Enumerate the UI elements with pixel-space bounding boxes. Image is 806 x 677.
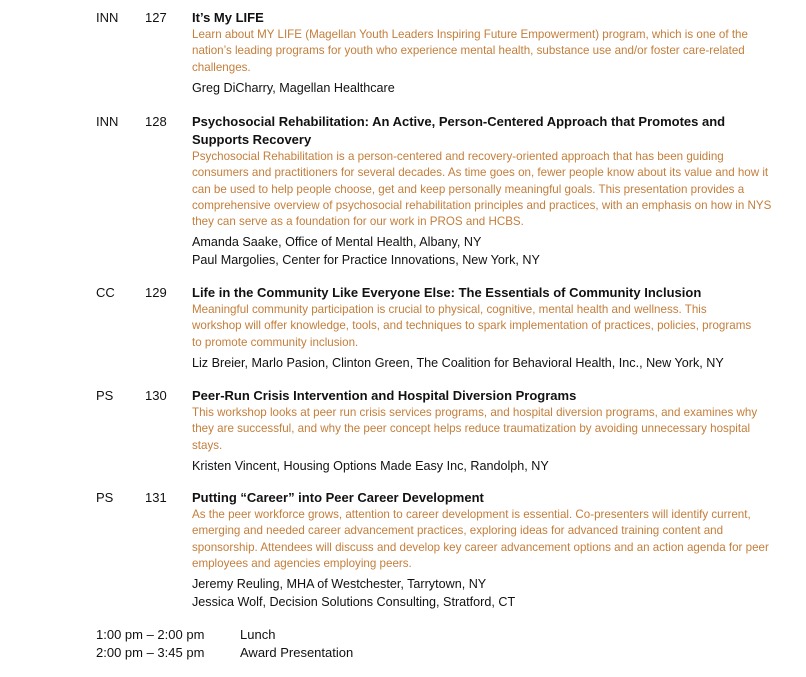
session-title: Putting “Career” into Peer Career Development <box>192 490 484 505</box>
session-body <box>192 113 772 269</box>
session-track: INN <box>96 114 119 129</box>
session-title: Psychosocial Rehabilitation: An Active, Person-Centered Approach that Promotes and Supports Recovery <box>192 114 726 147</box>
session-number: 127 <box>145 10 167 25</box>
session-number: 130 <box>145 388 167 403</box>
schedule-time: 2:00 pm – 3:45 pm <box>96 645 205 660</box>
session-presenter: Paul Margolies, Center for Practice Innovations, New York, NY <box>192 253 540 268</box>
session-track: PS <box>96 388 114 403</box>
session-number: 129 <box>145 285 167 300</box>
session-description: As the peer workforce grows, attention to career development is essential. Co-presenters will identify current, emerging and needed career advancement practices, exploring ideas for advanced training content and sponsorship. Attendees will discuss and develop key career advancement options and an action agenda for peer employees and agencies employing peers. <box>192 508 769 570</box>
schedule-event: Award Presentation <box>240 645 354 660</box>
session-track: PS <box>96 490 114 505</box>
session-presenter: Amanda Saake, Office of Mental Health, Albany, NY <box>192 235 482 250</box>
session-presenter: Greg DiCharry, Magellan Healthcare <box>192 80 395 95</box>
session-description: This workshop looks at peer run crisis services programs, and hospital diversion programs, and examines why they are successful, and why the peer concept helps reduce traumatization by avoiding unnecessary hospital stays. <box>192 406 758 452</box>
session-number: 131 <box>145 490 167 505</box>
session-body <box>192 387 772 475</box>
session-body <box>192 284 772 372</box>
schedule-event: Lunch <box>240 627 276 642</box>
session-title: Life in the Community Like Everyone Else: The Essentials of Community Inclusion <box>192 285 702 300</box>
session-presenter: Jessica Wolf, Decision Solutions Consulting, Stratford, CT <box>192 595 516 610</box>
session-description: Psychosocial Rehabilitation is a person-centered and recovery-oriented approach that has been guiding consumers and practitioners for several decades. As time goes on, fewer people know about its value and how it can be used to help people choose, get and keep personally meaningful goals. This presentation provides a comprehensive overview of psychosocial rehabilitation principles and practices, with an emphasis on how in NYS they can serve as a foundation for our work in PROS and HCBS. <box>192 150 772 229</box>
session-body <box>192 9 772 97</box>
session-presenter: Kristen Vincent, Housing Options Made Easy Inc, Randolph, NY <box>192 458 549 473</box>
session-description: Learn about MY LIFE (Magellan Youth Leaders Inspiring Future Empowerment) program, which is one of the nation’s leading programs for youth who experience mental health, substance use and/or foster care-related challenges. <box>192 28 748 74</box>
session-presenter: Liz Breier, Marlo Pasion, Clinton Green, The Coalition for Behavioral Health, Inc., New York, NY <box>192 355 724 370</box>
schedule-time: 1:00 pm – 2:00 pm <box>96 627 205 642</box>
session-presenter: Jeremy Reuling, MHA of Westchester, Tarrytown, NY <box>192 577 487 592</box>
session-number: 128 <box>145 114 167 129</box>
session-track: INN <box>96 10 119 25</box>
session-track: CC <box>96 285 115 300</box>
session-title: Peer-Run Crisis Intervention and Hospital Diversion Programs <box>192 388 577 403</box>
session-title: It’s My LIFE <box>192 10 264 25</box>
session-body <box>192 489 772 611</box>
session-description: Meaningful community participation is crucial to physical, cognitive, mental health and wellness. This workshop will offer knowledge, tools, and techniques to spark implementation of practices, policies, programs to promote community inclusion. <box>192 303 752 349</box>
